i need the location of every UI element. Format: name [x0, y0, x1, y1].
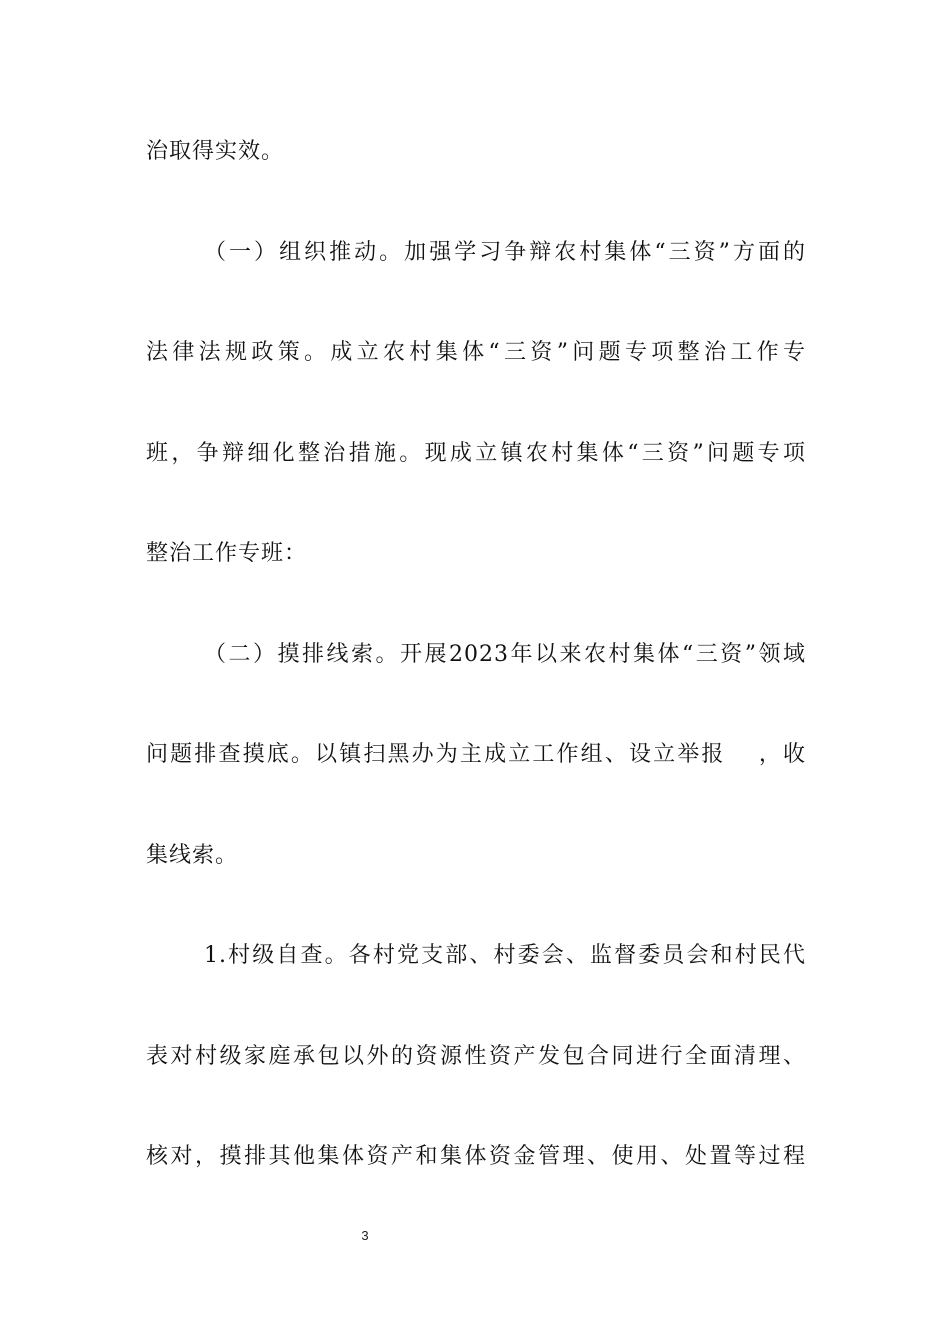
paragraph-line: 法律法规政策。成立农村集体“三资”问题专项整治工作专	[146, 340, 806, 365]
paragraph-line: 集线索。	[146, 842, 239, 868]
paragraph-line: （二）摸排线索。开展2023年以来农村集体“三资”领域	[204, 641, 806, 667]
paragraph-line: 整治工作专班：	[146, 541, 308, 566]
paragraph-line: 班，争辩细化整治措施。现成立镇农村集体“三资”问题专项	[146, 440, 806, 466]
paragraph-line: （一）组织推动。加强学习争辩农村集体“三资”方面的	[204, 239, 806, 265]
body-text	[146, 126, 806, 1232]
paragraph-line: 治取得实效。	[146, 139, 285, 164]
paragraph-line: 表对村级家庭承包以外的资源性资产发包合同进行全面清理、	[146, 1043, 806, 1069]
paragraph-line: 1.村级自查。各村党支部、村委会、监督委员会和村民代	[204, 943, 806, 968]
paragraph-line: 问题排查摸底。以镇扫黑办为主成立工作组、设立举报 ，收	[146, 742, 806, 767]
paragraph-line: 核对，摸排其他集体资产和集体资金管理、使用、处置等过程	[146, 1144, 806, 1169]
page-number: 3	[361, 1228, 369, 1243]
